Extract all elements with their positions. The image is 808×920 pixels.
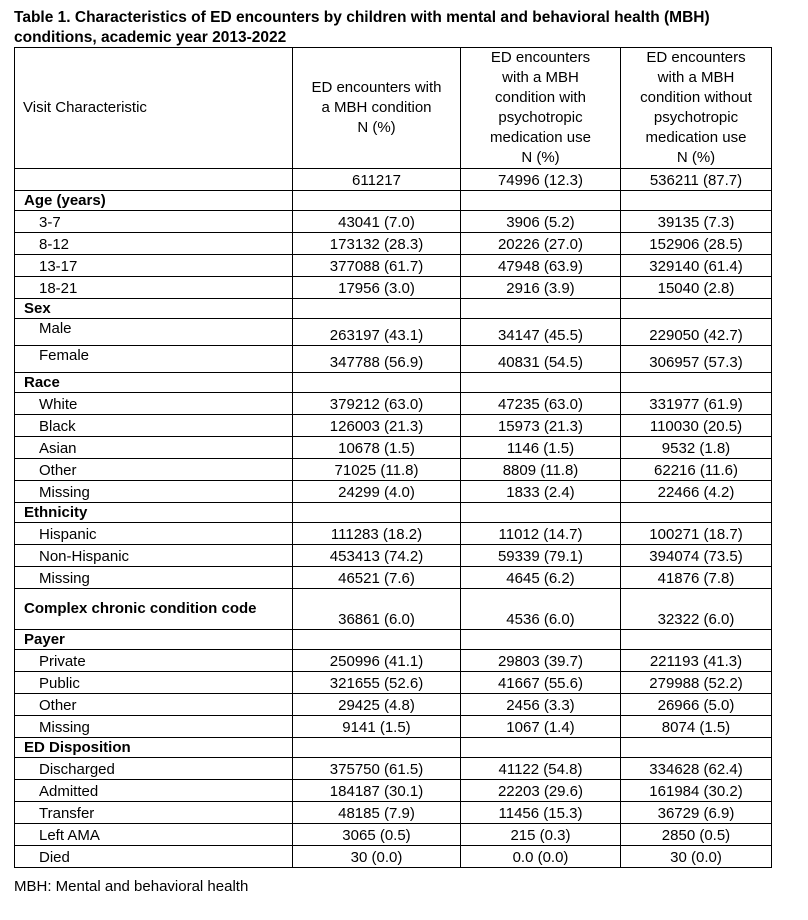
cell-value: 36729 (6.9) — [621, 802, 772, 824]
table-row — [15, 780, 772, 802]
cell-value: 321655 (52.6) — [293, 672, 461, 694]
cell-value: 36861 (6.0) — [293, 589, 461, 630]
header-line: N (%) — [676, 149, 716, 166]
cell-value: 221193 (41.3) — [621, 650, 772, 672]
table-row — [15, 459, 772, 481]
section-label-age: Age (years) — [15, 191, 293, 211]
cell-value: 329140 (61.4) — [621, 255, 772, 277]
table-row — [15, 694, 772, 716]
row-label: 13-17 — [15, 255, 293, 277]
row-label: Public — [15, 672, 293, 694]
cell-value: 62216 (11.6) — [621, 459, 772, 481]
cell-value: 250996 (41.1) — [293, 650, 461, 672]
section-row — [15, 503, 772, 523]
table-row — [15, 319, 772, 346]
cell-value: 47235 (63.0) — [461, 393, 621, 415]
section-row — [15, 373, 772, 393]
cell-value: 100271 (18.7) — [621, 523, 772, 545]
cell-value: 20226 (27.0) — [461, 233, 621, 255]
cell-value: 152906 (28.5) — [621, 233, 772, 255]
cell-value: 22203 (29.6) — [461, 780, 621, 802]
cell-value: 39135 (7.3) — [621, 211, 772, 233]
cell-value: 22466 (4.2) — [621, 481, 772, 503]
total-cell: 611217 — [293, 169, 461, 191]
cell-value: 11456 (15.3) — [461, 802, 621, 824]
table-row — [15, 437, 772, 459]
table-row — [15, 346, 772, 373]
cell-value: 229050 (42.7) — [621, 319, 772, 346]
table-row — [15, 277, 772, 299]
cell-value: 379212 (63.0) — [293, 393, 461, 415]
header-col-mbh — [293, 48, 461, 169]
cell-value: 279988 (52.2) — [621, 672, 772, 694]
cell-value: 1067 (1.4) — [461, 716, 621, 738]
characteristics-table — [14, 47, 772, 868]
section-row — [15, 738, 772, 758]
table-row — [15, 393, 772, 415]
table-row — [15, 481, 772, 503]
header-line: ED encounters — [490, 49, 591, 66]
cell-value: 1833 (2.4) — [461, 481, 621, 503]
cell-value: 1146 (1.5) — [461, 437, 621, 459]
table-row — [15, 824, 772, 846]
header-line: condition with — [495, 89, 586, 106]
table-title: Table 1. Characteristics of ED encounters by children with mental and behavioral health (MBH) conditions, academic year 2013-2022 — [14, 9, 710, 46]
row-label: Admitted — [15, 780, 293, 802]
cell-value: 347788 (56.9) — [293, 346, 461, 373]
header-col-without-medication — [621, 48, 772, 169]
cell-value: 8809 (11.8) — [461, 459, 621, 481]
cell-value: 0.0 (0.0) — [461, 846, 621, 868]
cell-value: 24299 (4.0) — [293, 481, 461, 503]
cell-value: 453413 (74.2) — [293, 545, 461, 567]
row-label: Died — [15, 846, 293, 868]
section-label-sex: Sex — [15, 299, 293, 319]
row-label: Female — [15, 346, 293, 373]
cell-value: 161984 (30.2) — [621, 780, 772, 802]
row-label: Missing — [15, 481, 293, 503]
table-row — [15, 716, 772, 738]
row-label: Private — [15, 650, 293, 672]
row-label: 18-21 — [15, 277, 293, 299]
cell-value: 9532 (1.8) — [621, 437, 772, 459]
header-line: ED encounters with — [311, 79, 442, 96]
cell-value: 26966 (5.0) — [621, 694, 772, 716]
row-label: Missing — [15, 567, 293, 589]
row-label: 8-12 — [15, 233, 293, 255]
table-row — [15, 233, 772, 255]
section-label-payer: Payer — [15, 630, 293, 650]
cell-value: 71025 (11.8) — [293, 459, 461, 481]
row-label: Left AMA — [15, 824, 293, 846]
table-row — [15, 567, 772, 589]
header-line: N (%) — [357, 119, 396, 136]
cell-value: 4536 (6.0) — [461, 589, 621, 630]
cell-value: 334628 (62.4) — [621, 758, 772, 780]
header-line: psychotropic — [498, 109, 583, 126]
header-line: condition without — [640, 89, 752, 106]
header-visit-characteristic: Visit Characteristic — [15, 48, 293, 169]
header-line: medication use — [490, 129, 591, 146]
cell-value: 377088 (61.7) — [293, 255, 461, 277]
section-label-complex-chronic: Complex chronic condition code — [15, 589, 293, 630]
table-row — [15, 758, 772, 780]
cell-value: 40831 (54.5) — [461, 346, 621, 373]
cell-value: 2456 (3.3) — [461, 694, 621, 716]
header-row — [15, 48, 772, 169]
cell-value: 46521 (7.6) — [293, 567, 461, 589]
row-label: Asian — [15, 437, 293, 459]
cell-value: 41122 (54.8) — [461, 758, 621, 780]
cell-value: 173132 (28.3) — [293, 233, 461, 255]
cell-value: 29425 (4.8) — [293, 694, 461, 716]
section-label-disposition: ED Disposition — [15, 738, 293, 758]
cell-value: 110030 (20.5) — [621, 415, 772, 437]
table-row — [15, 650, 772, 672]
footnote: MBH: Mental and behavioral health — [14, 878, 249, 895]
table-row — [15, 255, 772, 277]
cell-value: 3065 (0.5) — [293, 824, 461, 846]
totals-row — [15, 169, 772, 191]
header-line: ED encounters — [646, 49, 746, 66]
section-label-race: Race — [15, 373, 293, 393]
cell-value: 11012 (14.7) — [461, 523, 621, 545]
row-label: Missing — [15, 716, 293, 738]
header-line: a MBH condition — [321, 99, 432, 116]
cell-value: 263197 (43.1) — [293, 319, 461, 346]
row-label: Discharged — [15, 758, 293, 780]
cell-value: 32322 (6.0) — [621, 589, 772, 630]
table-row — [15, 211, 772, 233]
cell-value: 41667 (55.6) — [461, 672, 621, 694]
cell-value: 8074 (1.5) — [621, 716, 772, 738]
row-label: Hispanic — [15, 523, 293, 545]
cell-value: 375750 (61.5) — [293, 758, 461, 780]
cell-value: 17956 (3.0) — [293, 277, 461, 299]
cell-value: 15040 (2.8) — [621, 277, 772, 299]
row-label: Male — [15, 319, 293, 346]
header-line: with a MBH — [502, 69, 579, 86]
header-line: psychotropic — [653, 109, 739, 126]
cell-value: 10678 (1.5) — [293, 437, 461, 459]
cell-value: 48185 (7.9) — [293, 802, 461, 824]
cell-value: 215 (0.3) — [461, 824, 621, 846]
cell-value: 4645 (6.2) — [461, 567, 621, 589]
cell-value: 2916 (3.9) — [461, 277, 621, 299]
row-label: Transfer — [15, 802, 293, 824]
table-row — [15, 523, 772, 545]
cell-value: 331977 (61.9) — [621, 393, 772, 415]
table-row — [15, 672, 772, 694]
cell-value: 126003 (21.3) — [293, 415, 461, 437]
table-row — [15, 545, 772, 567]
total-cell: 536211 (87.7) — [621, 169, 772, 191]
table-row — [15, 846, 772, 868]
row-label: Other — [15, 459, 293, 481]
cell-value: 30 (0.0) — [293, 846, 461, 868]
cell-value: 111283 (18.2) — [293, 523, 461, 545]
cell-value: 30 (0.0) — [621, 846, 772, 868]
cell-value: 59339 (79.1) — [461, 545, 621, 567]
row-label: 3-7 — [15, 211, 293, 233]
cell-value: 29803 (39.7) — [461, 650, 621, 672]
table-row — [15, 589, 772, 630]
table-row — [15, 415, 772, 437]
cell-value: 15973 (21.3) — [461, 415, 621, 437]
cell-value: 306957 (57.3) — [621, 346, 772, 373]
cell-value: 41876 (7.8) — [621, 567, 772, 589]
header-col-with-medication — [461, 48, 621, 169]
header-line: with a MBH — [657, 69, 735, 86]
section-row — [15, 191, 772, 211]
cell-value: 3906 (5.2) — [461, 211, 621, 233]
cell-value: 394074 (73.5) — [621, 545, 772, 567]
header-line: N (%) — [521, 149, 560, 166]
totals-label — [15, 169, 293, 191]
row-label: Black — [15, 415, 293, 437]
total-cell: 74996 (12.3) — [461, 169, 621, 191]
table-row — [15, 802, 772, 824]
section-label-ethnicity: Ethnicity — [15, 503, 293, 523]
section-row — [15, 299, 772, 319]
header-line: medication use — [645, 129, 747, 146]
cell-value: 43041 (7.0) — [293, 211, 461, 233]
row-label: Other — [15, 694, 293, 716]
row-label: White — [15, 393, 293, 415]
cell-value: 184187 (30.1) — [293, 780, 461, 802]
cell-value: 2850 (0.5) — [621, 824, 772, 846]
row-label: Non-Hispanic — [15, 545, 293, 567]
cell-value: 34147 (45.5) — [461, 319, 621, 346]
cell-value: 47948 (63.9) — [461, 255, 621, 277]
cell-value: 9141 (1.5) — [293, 716, 461, 738]
section-row — [15, 630, 772, 650]
